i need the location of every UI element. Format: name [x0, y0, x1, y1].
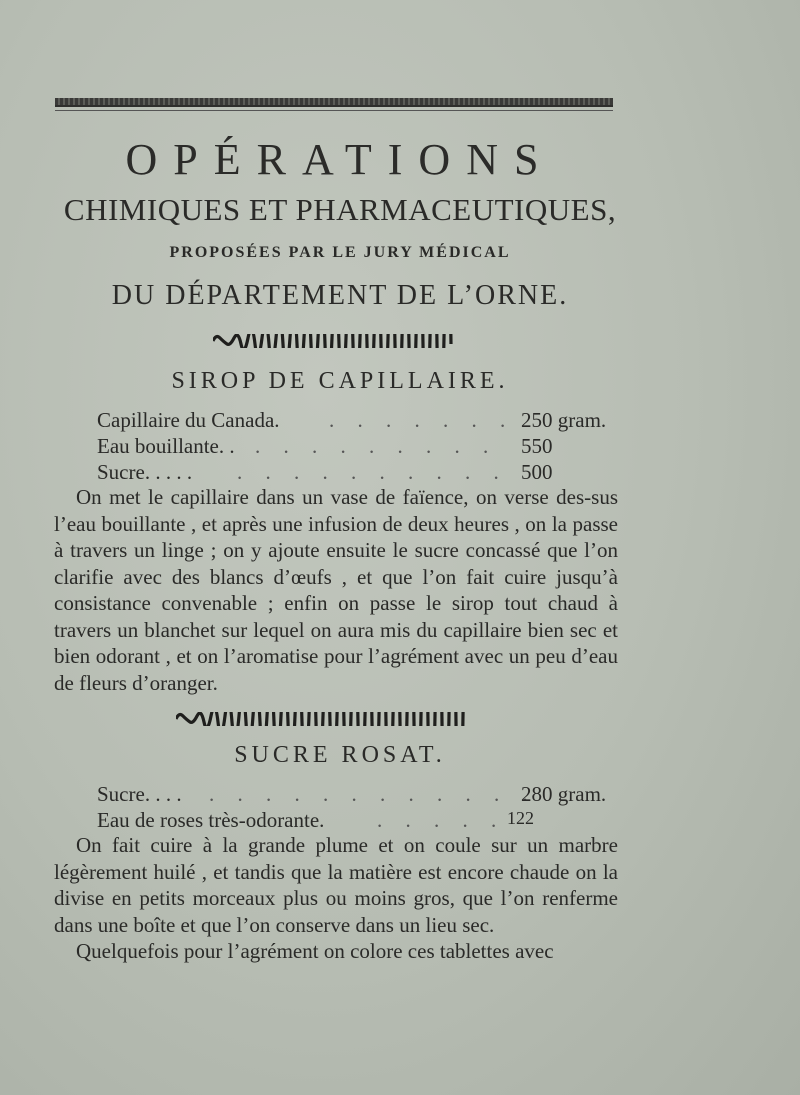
- top-rule: [55, 98, 613, 107]
- title-line-4: DU DÉPARTEMENT DE L’ORNE.: [111, 280, 569, 311]
- paragraph-sucre: On fait cuire à la grande plume et on coule sur un marbre légèrement huilé , et tandis que la matière est encore chaude on la divise en petits morceaux plus ou moins gros, que l’on renferme dans une boîte et que l’on conserve dans un lieu sec.: [54, 833, 618, 937]
- ingredient-quantity: 280 gram.: [521, 782, 607, 806]
- ingredient-quantity: 550: [521, 434, 553, 458]
- title-line-2: CHIMIQUES ET PHARMACEUTIQUES,: [63, 192, 617, 227]
- ingredient-quantity: 122: [507, 808, 534, 828]
- ingredient-dots: . . . . . . . . . . . .: [209, 782, 537, 806]
- ingredient-name: Sucre. . . . .: [97, 460, 193, 484]
- ingredient-dots: . . . . .: [377, 808, 506, 832]
- ornament-divider-1: [213, 334, 457, 348]
- ingredient-dots: . . . . . . .: [329, 408, 515, 432]
- top-rule-thin: [55, 110, 613, 111]
- ingredient-name: Eau bouillante. .: [97, 434, 235, 458]
- ingredient-dots: . . . . . . . . . .: [237, 460, 508, 484]
- ingredient-name: Eau de roses très-odorante.: [97, 808, 325, 832]
- title-line-1: OPÉRATIONS: [125, 135, 555, 184]
- ingredient-name: Capillaire du Canada.: [97, 408, 280, 432]
- paragraph-sirop: On met le capillaire dans un vase de faïence, on verse des-sus l’eau bouillante , et après une infusion de deux heures , on la passe à travers un linge ; on y ajoute ensuite le sucre concassé que l’on clarifie avec des blancs d’œufs , et que l’on fait cuire jusqu’à consistance convenable ; enfin on passe le sirop tout chaud à travers un blanchet sur lequel on aura mis du capillaire bien sec et bien odorant , et on l’aromatise pour l’agrément avec un peu d’eau de fleurs d’oranger.: [54, 485, 618, 695]
- ornament-divider-2: [176, 712, 466, 726]
- ingredient-quantity: 500: [521, 460, 553, 484]
- section-title-sirop: SIROP DE CAPILLAIRE.: [171, 368, 509, 394]
- ingredient-dots: . . . . . . . . .: [255, 434, 498, 458]
- ingredient-name: Sucre. . . .: [97, 782, 182, 806]
- section-title-sucre: SUCRE ROSAT.: [234, 742, 446, 768]
- paragraph-sucre-continued: Quelquefois pour l’agrément on colore ces tablettes avec: [76, 939, 554, 963]
- title-line-3: PROPOSÉES PAR LE JURY MÉDICAL: [169, 244, 511, 261]
- ingredient-quantity: 250 gram.: [521, 408, 607, 432]
